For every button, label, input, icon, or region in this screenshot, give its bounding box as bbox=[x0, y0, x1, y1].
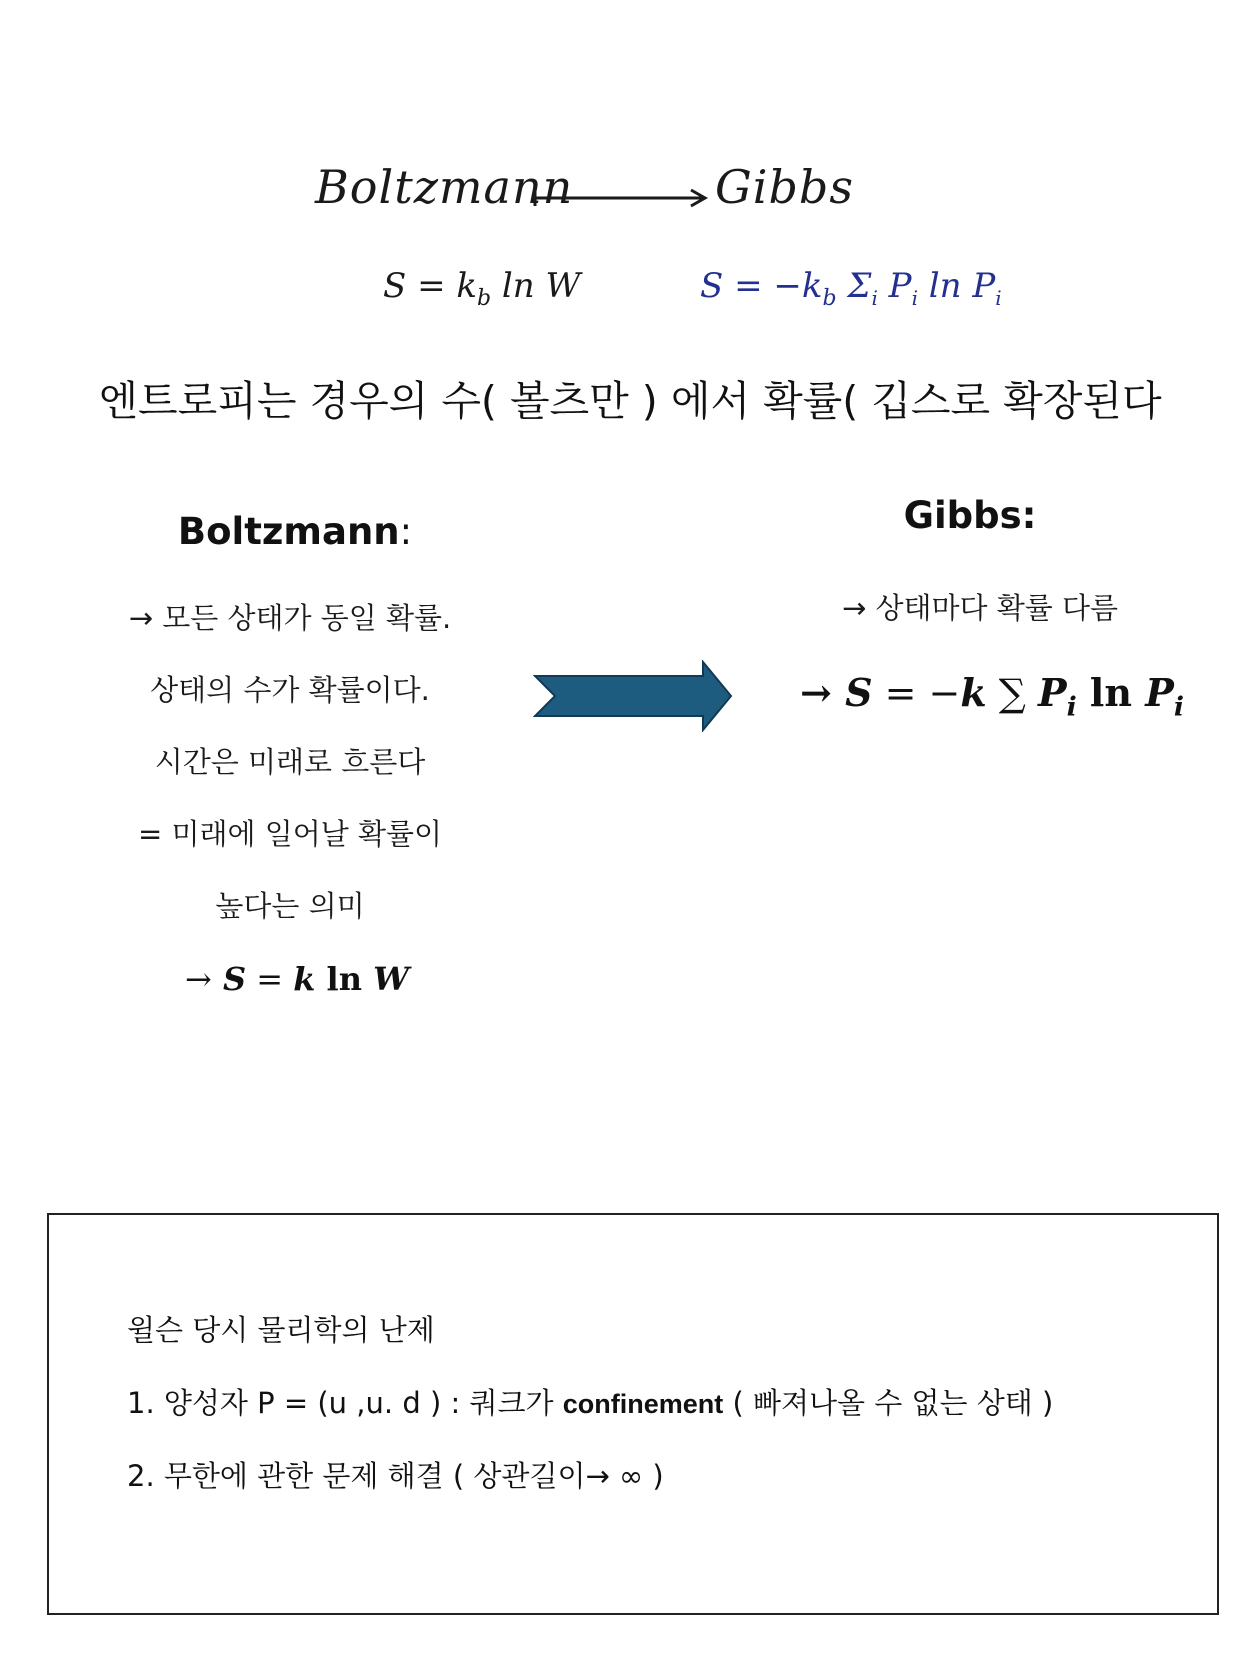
handwritten-arrow-icon bbox=[533, 178, 713, 218]
box-item-2: 2. 무한에 관한 문제 해결 ( 상관길이→ ∞ ) bbox=[127, 1459, 664, 1493]
boltzmann-formula: → S = k ln W bbox=[185, 960, 410, 998]
boltzmann-line: 높다는 의미 bbox=[215, 889, 365, 923]
box-heading: 윌슨 당시 물리학의 난제 bbox=[127, 1313, 435, 1347]
box-item-1: 1. 양성자 P = (u ,u. d ) : 쿼크가 confinement ( 빠져나올 수 없는 상태 ) bbox=[127, 1386, 1054, 1420]
handwritten-gibbs-title: Gibbs bbox=[715, 160, 854, 214]
boltzmann-line: 시간은 미래로 흐른다 bbox=[154, 745, 426, 779]
handwritten-boltzmann-title: Boltzmann bbox=[315, 160, 574, 214]
headline: 엔트로피는 경우의 수( 볼츠만 ) 에서 확률( 깁스로 확장된다 bbox=[98, 377, 1162, 425]
boltzmann-line: 상태의 수가 확률이다. bbox=[150, 673, 430, 707]
gibbs-line: → 상태마다 확률 다름 bbox=[841, 591, 1119, 625]
gibbs-formula: → S = −k ∑ $P_i$ $\ln P_i$ bbox=[800, 670, 1184, 723]
boltzmann-line: → 모든 상태가 동일 확률. bbox=[128, 601, 452, 635]
handwritten-gibbs-formula: $S = -k_b$ $\Sigma_i$ $P_i$ $\ln P_i$ bbox=[700, 266, 1002, 311]
boltzmann-line: = 미래에 일어날 확률이 bbox=[137, 817, 443, 851]
handwritten-boltzmann-formula: $S = k_b$ ln W bbox=[383, 266, 581, 311]
boltzmann-title: Boltzmann: bbox=[177, 510, 413, 553]
gibbs-title: Gibbs: bbox=[903, 494, 1037, 537]
right-arrow-icon bbox=[533, 660, 733, 732]
